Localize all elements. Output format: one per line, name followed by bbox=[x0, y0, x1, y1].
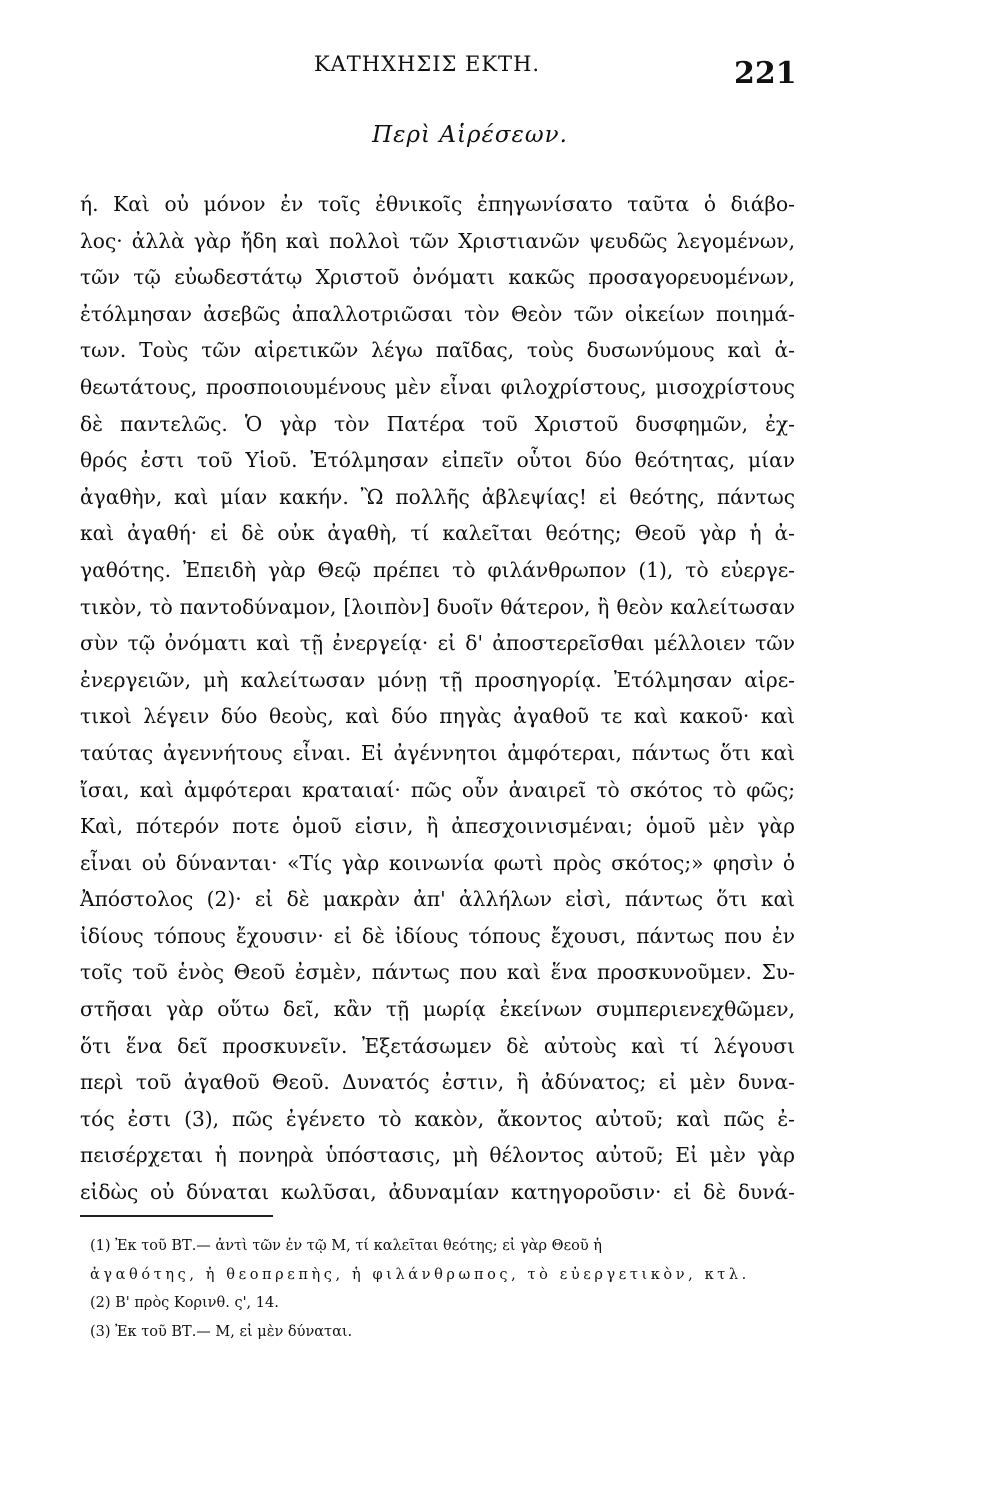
body-line: των. Τοὺς τῶν αἱρετικῶν λέγω παῖδας, τοὺς δυσωνύμους καὶ ἀ- bbox=[80, 338, 795, 363]
page-number: 221 bbox=[734, 56, 797, 91]
footnote-line: (3) Ἐκ τοῦ ΒΤ.— Μ, εἰ μὲν δύναται. bbox=[90, 1323, 353, 1340]
body-line: εἰδὼς οὐ δύναται κωλῦσαι, ἀδυναμίαν κατηγοροῦσιν· εἰ δὲ δυνά- bbox=[80, 1180, 795, 1205]
footnote-line: (1) Ἐκ τοῦ ΒΤ.— ἀντὶ τῶν ἐν τῷ Μ, τί καλεῖται θεότης; εἰ γὰρ Θεοῦ ἡ bbox=[90, 1238, 602, 1254]
body-line: γαθότης. Ἐπειδὴ γὰρ Θεῷ πρέπει τὸ φιλάνθρωπον (1), τὸ εὐεργε- bbox=[80, 557, 795, 582]
body-line: καὶ ἀγαθή· εἰ δὲ οὐκ ἀγαθὴ, τί καλεῖται θεότης; Θεοῦ γὰρ ἡ ἀ- bbox=[80, 521, 795, 546]
body-line: θρός ἐστι τοῦ Υἱοῦ. Ἐτόλμησαν εἰπεῖν οὗτοι δύο θεότητας, μίαν bbox=[80, 448, 795, 473]
body-line: θεωτάτους, προσποιουμένους μὲν εἶναι φιλοχρίστους, μισοχρίστους bbox=[80, 374, 795, 399]
body-line: περὶ τοῦ ἀγαθοῦ Θεοῦ. Δυνατός ἐστιν, ἢ ἀδύνατος; εἰ μὲν δυνα- bbox=[80, 1070, 795, 1095]
running-head-title: ΚΑΤΗΧΗΣΙΣ ΕΚΤΗ. bbox=[313, 52, 541, 76]
body-line: δὲ παντελῶς. Ὁ γὰρ τὸν Πατέρα τοῦ Χριστοῦ δυσφημῶν, ἐχ- bbox=[80, 411, 795, 436]
body-text bbox=[80, 186, 795, 1211]
footnote-line: ἀγαθότης, ἡ θεοπρεπὴς, ἡ φιλάνθρωπος, τὸ εὐεργετικὸν, κτλ. bbox=[90, 1266, 750, 1283]
body-line: τικοὶ λέγειν δύο θεοὺς, καὶ δύο πηγὰς ἀγαθοῦ τε καὶ κακοῦ· καὶ bbox=[80, 704, 795, 729]
body-line: στῆσαι γὰρ οὕτω δεῖ, κἂν τῇ μωρίᾳ ἐκείνων συμπεριενεχθῶμεν, bbox=[80, 997, 795, 1022]
body-line: ἰδίους τόπους ἔχουσιν· εἰ δὲ ἰδίους τόπους ἔχουσι, πάντως που ἐν bbox=[80, 923, 795, 948]
body-line: ὅτι ἕνα δεῖ προσκυνεῖν. Ἐξετάσωμεν δὲ αὐτοὺς καὶ τί λέγουσι bbox=[80, 1033, 795, 1058]
footnote-line: (2) Β' πρὸς Κορινθ. ς', 14. bbox=[90, 1295, 279, 1311]
footnote-divider bbox=[80, 1215, 273, 1217]
body-line: τός ἐστι (3), πῶς ἐγένετο τὸ κακὸν, ἄκοντος αὐτοῦ; καὶ πῶς ἐ- bbox=[80, 1106, 795, 1131]
footnotes bbox=[90, 1232, 795, 1346]
body-line: Καὶ, πότερόν ποτε ὁμοῦ εἰσιν, ἢ ἀπεσχοινισμέναι; ὁμοῦ μὲν γὰρ bbox=[80, 814, 795, 839]
body-line: ἀγαθὴν, καὶ μίαν κακήν. Ὢ πολλῆς ἀβλεψίας! εἰ θεότης, πάντως bbox=[80, 484, 795, 509]
body-line: τικὸν, τὸ παντοδύναμον, [λοιπὸν] δυοῖν θάτερον, ἢ θεὸν καλείτωσαν bbox=[80, 594, 795, 619]
body-line: ταύτας ἀγεννήτους εἶναι. Εἰ ἀγέννητοι ἀμφότεραι, πάντως ὅτι καὶ bbox=[80, 740, 795, 765]
body-line: τῶν τῷ εὐωδεστάτῳ Χριστοῦ ὀνόματι κακῶς προσαγορευομένων, bbox=[80, 265, 795, 290]
body-line: ἴσαι, καὶ ἀμφότεραι κραταιαί· πῶς οὖν ἀναιρεῖ τὸ σκότος τὸ φῶς; bbox=[80, 777, 795, 802]
body-line: τοῖς τοῦ ἑνὸς Θεοῦ ἐσμὲν, πάντως που καὶ ἕνα προσκυνοῦμεν. Συ- bbox=[80, 960, 795, 985]
body-line: σὺν τῷ ὀνόματι καὶ τῇ ἐνεργείᾳ· εἰ δ' ἀποστερεῖσθαι μέλλοιεν τῶν bbox=[80, 631, 795, 656]
body-line: εἶναι οὐ δύνανται· «Τίς γὰρ κοινωνία φωτὶ πρὸς σκότος;» φησὶν ὁ bbox=[80, 850, 795, 875]
body-line: πεισέρχεται ἡ πονηρὰ ὑπόστασις, μὴ θέλοντος αὐτοῦ; Εἰ μὲν γὰρ bbox=[80, 1143, 795, 1168]
body-line: λος· ἀλλὰ γὰρ ἤδη καὶ πολλοὶ τῶν Χριστιανῶν ψευδῶς λεγομένων, bbox=[80, 228, 795, 253]
body-line: ή. Καὶ οὐ μόνον ἐν τοῖς ἐθνικοῖς ἐπηγωνίσατο ταῦτα ὁ διάβο- bbox=[80, 192, 795, 216]
body-line: ἐνεργειῶν, μὴ καλείτωσαν μόνῃ τῇ προσηγορίᾳ. Ἐτόλμησαν αἱρε- bbox=[80, 667, 795, 692]
body-line: Ἀπόστολος (2)· εἰ δὲ μακρὰν ἀπ' ἀλλήλων εἰσὶ, πάντως ὅτι καὶ bbox=[80, 887, 795, 912]
section-title: Περὶ Αἱρέσεων. bbox=[372, 122, 568, 148]
body-line: ἐτόλμησαν ἀσεβῶς ἀπαλλοτριῶσαι τὸν Θεὸν τῶν οἰκείων ποιημά- bbox=[80, 301, 795, 326]
